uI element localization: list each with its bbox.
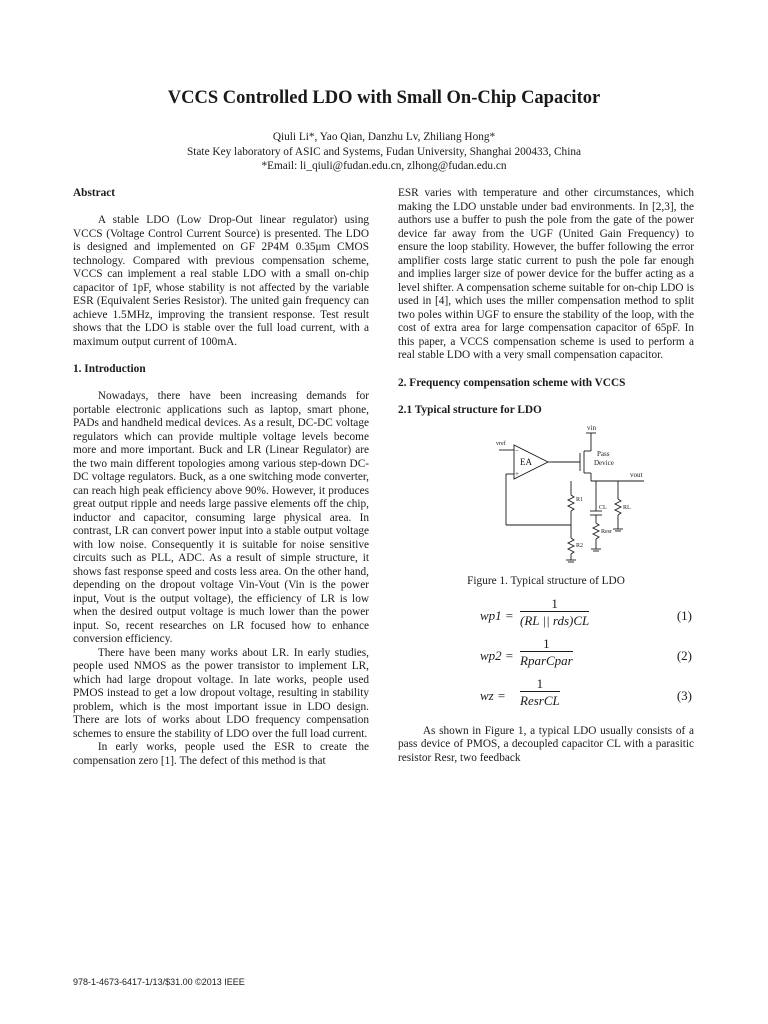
section-2-1-heading: 2.1 Typical structure for LDO xyxy=(398,403,542,416)
section-2-heading: 2. Frequency compensation scheme with VCCS xyxy=(398,376,626,389)
equation-2 xyxy=(398,637,694,677)
label-cl: CL xyxy=(599,505,607,511)
author-names: Qiuli Li*, Yao Qian, Danzhu Lv, Zhiliang Hong* xyxy=(272,131,496,143)
intro-paragraph-2: There have been many works about LR. In early studies, people used NMOS as the power transistor to implement LR, which had large dropout voltage. In late works, people used PMOS instead to get a low dropout voltage, resulting in stability problem, which is the most important issue in LDO design. There are lots of works about LDO frequency compensation schemes to ensure the stability of LDO over the full load current. xyxy=(73,646,369,740)
equation-3-number: (3) xyxy=(676,687,692,703)
equation-2-number: (2) xyxy=(676,647,692,663)
equation-3-lhs: wz = xyxy=(480,687,506,703)
author-block xyxy=(0,130,768,174)
abstract-heading: Abstract xyxy=(73,187,116,199)
footer-copyright: 978-1-4673-6417-1/13/$31.00 ©2013 IEEE xyxy=(73,977,245,987)
abstract-text: A stable LDO (Low Drop-Out linear regulator) using VCCS (Voltage Control Current Source) is presented. The LDO is designed and implemented on GF 2P4M 0.35μm CMOS technology. Compared with previous compensation scheme, VCCS can implement a real stable LDO with a small on-chip capacitor of 1pF, whose stability is not affected by the variable ESR (Equivalent Series Resistor). The united gain frequency can achieve 1.5MHz, improving the transient response. Test result shows that the LDO is stable over the full load current, with a maximum output current of 100mA. xyxy=(73,214,369,348)
equation-1-number: (1) xyxy=(676,607,692,623)
author-affiliation: State Key laboratory of ASIC and Systems, Fudan University, Shanghai 200433, China xyxy=(187,145,581,158)
label-minus: − xyxy=(515,447,519,455)
ldo-circuit-diagram xyxy=(444,423,654,573)
intro-paragraph-3: In early works, people used the ESR to create the compensation zero [1]. The defect of this method is that xyxy=(73,741,369,767)
section-2-1-paragraph: As shown in Figure 1, a typical LDO usually consists of a pass device of PMOS, a decoupled capacitor CL with a parasitic resistor Resr, two feedback xyxy=(398,724,694,764)
label-rl: RL xyxy=(623,505,631,511)
label-pass-device-1: Pass xyxy=(597,450,610,458)
equation-1-numerator: 1 xyxy=(551,595,558,611)
label-ea: EA xyxy=(520,457,532,467)
left-column xyxy=(73,187,369,768)
intro-paragraph-1: Nowadays, there have been increasing demands for portable electronic applications such as laptop, smart phone, PADs and handheld medical devices. As a result, DC-DC voltage regulators which can provide multiple voltage levels become more and more important. Buck and LR (Linear Regulator) are the two main different topologies among various step-down DC-DC voltage regulators. Buck, as a one switching mode converter, can reach high peak efficiency above 90%. However, it produces great output ripple and needs large passive elements off the chip, inductor and capacitor, consuming large physical area. In contrast, LR can convert power input into a stable output voltage with low noise. Consequently it is suitable for noise sensitive circuits such as PLL, ADC. As a result of simple structure, it shows fast response speed and costs less area. On the other hand, depending on the dropout voltage Vin-Vout (Vin is the power input, Vout is the output voltage), the efficiency of LR is low when the desired output voltage is much lower than the power input. So, recent researches on LR focused how to enhance conversion efficiency. xyxy=(73,390,369,645)
equation-3-denominator: ResrCL xyxy=(520,693,560,708)
right-column xyxy=(398,187,694,765)
intro-heading: 1. Introduction xyxy=(73,363,146,375)
intro-paragraph-4: ESR varies with temperature and other circumstances, which making the LDO unstable under bad environments. In [2,3], the authors use a buffer to push the pole from the gate of the power device far away from the UGF (United Gain Frequency) to ensure the loop stability. However, the buffer following the error amplifier costs large static current to push the pole far enough and implies larger size of power device for the buffer acting as a level shifter. A compensation scheme suitable for on-chip LDO is used in [4], which uses the miller compensation method to split two poles within UGF to ensure the stability of the loop, with the cost of extra area for large compensation capacitor of 65pF. In this paper, a VCCS compensation scheme is used to perform a real stable LDO with a very small compensation capacitor. xyxy=(398,187,694,361)
paper-title: VCCS Controlled LDO with Small On-Chip Capacitor xyxy=(167,88,601,108)
equation-3-numerator: 1 xyxy=(536,675,544,691)
label-plus: + xyxy=(515,470,519,478)
label-vin: vin xyxy=(587,424,596,432)
figure-1 xyxy=(398,423,694,575)
label-pass-device-2: Device xyxy=(594,459,614,467)
equation-1-lhs: wp1 = xyxy=(480,607,514,623)
equation-2-denominator: RparCpar xyxy=(520,653,573,668)
equation-2-numerator: 1 xyxy=(543,635,550,651)
label-vref: vref xyxy=(496,441,506,447)
label-r2: R2 xyxy=(576,543,584,549)
equation-1 xyxy=(398,597,694,637)
equation-3 xyxy=(398,677,694,717)
figure-1-caption: Figure 1. Typical structure of LDO xyxy=(467,575,625,587)
label-vout: vout xyxy=(630,471,643,479)
label-resr: Resr xyxy=(601,529,612,535)
label-r1: R1 xyxy=(576,497,584,503)
author-email: *Email: li_qiuli@fudan.edu.cn, zlhong@fudan.edu.cn xyxy=(261,160,507,172)
equation-1-denominator: (RL || rds)CL xyxy=(520,613,590,628)
equation-2-lhs: wp2 = xyxy=(480,647,514,663)
